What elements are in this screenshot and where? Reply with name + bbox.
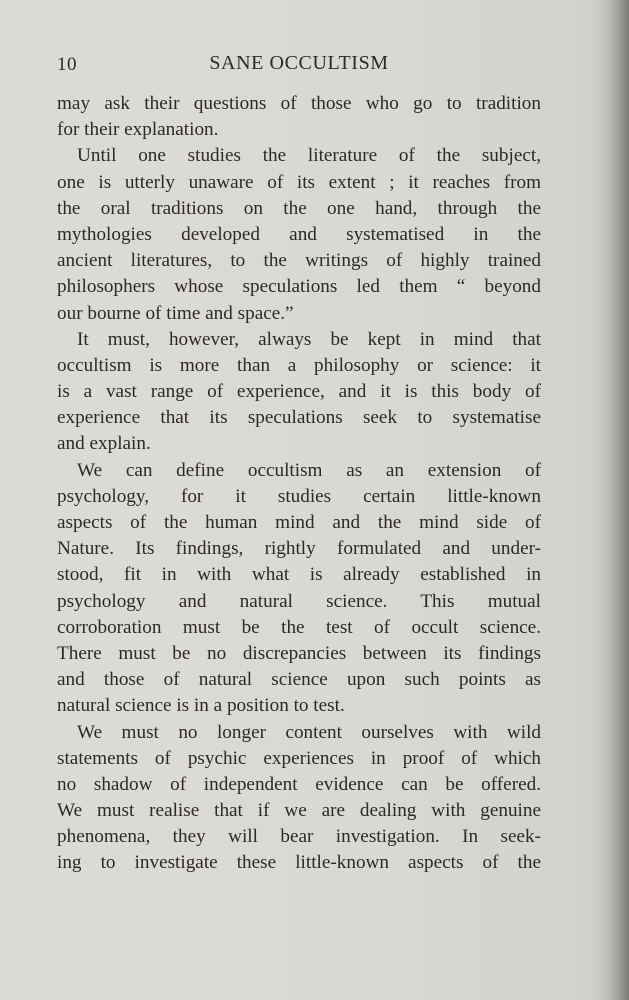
text-line: Until one studies the literature of the subject,	[77, 145, 541, 167]
text-line: phenomena, they will bear investigation. In seek-	[57, 826, 541, 848]
text-line: We must realise that if we are dealing with genuine	[57, 800, 541, 822]
text-line: one is utterly unaware of its extent ; it reaches from	[57, 171, 541, 193]
page-spine-shadow	[607, 0, 629, 1000]
page-number: 10	[57, 54, 77, 75]
text-line: for their explanation.	[57, 119, 219, 141]
text-line: We must no longer content ourselves with wild	[77, 721, 541, 743]
text-line: ancient literatures, to the writings of highly trained	[57, 250, 541, 272]
text-line: occultism is more than a philosophy or science: it	[57, 354, 541, 376]
text-line: no shadow of independent evidence can be offered.	[57, 773, 541, 795]
text-line: and those of natural science upon such points as	[57, 669, 541, 691]
text-line: psychology and natural science. This mutual	[57, 590, 541, 612]
body-text	[57, 91, 541, 877]
text-line: experience that its speculations seek to systematise	[57, 407, 541, 429]
text-line: Nature. Its findings, rightly formulated and under-	[57, 538, 541, 560]
text-line: psychology, for it studies certain little-known	[57, 485, 541, 507]
text-line: and explain.	[57, 433, 151, 455]
text-line: mythologies developed and systematised in the	[57, 223, 541, 245]
text-line: aspects of the human mind and the mind side of	[57, 512, 541, 533]
text-line: is a vast range of experience, and it is this body of	[57, 381, 541, 403]
text-line: There must be no discrepancies between its findings	[57, 642, 541, 664]
text-line: It must, however, always be kept in mind that	[77, 328, 541, 350]
text-line: corroboration must be the test of occult science.	[57, 616, 541, 638]
text-line: philosophers whose speculations led them “ beyond	[57, 276, 541, 298]
text-line: stood, fit in with what is already established in	[57, 564, 541, 586]
text-line: ing to investigate these little-known aspects of the	[57, 852, 541, 874]
text-line: statements of psychic experiences in proof of which	[57, 747, 541, 769]
text-line: our bourne of time and space.”	[57, 302, 294, 324]
page-header	[57, 52, 541, 80]
text-line: We can define occultism as an extension of	[77, 459, 541, 481]
text-line: natural science is in a position to test.	[57, 695, 345, 717]
running-head: SANE OCCULTISM	[209, 52, 389, 74]
text-line: the oral traditions on the one hand, through the	[57, 197, 541, 219]
text-line: may ask their questions of those who go to tradition	[57, 93, 541, 114]
